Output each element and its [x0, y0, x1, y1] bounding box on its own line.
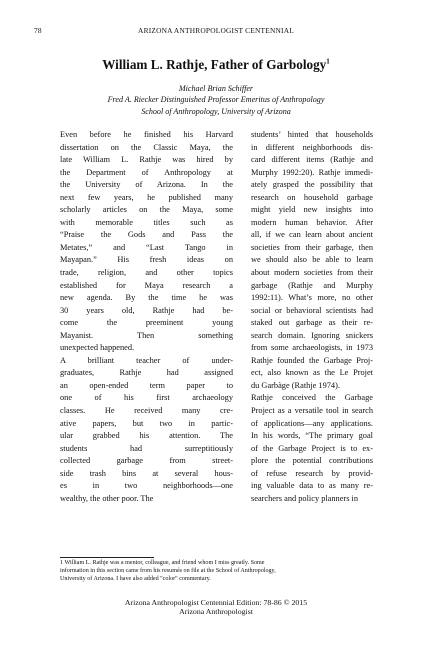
title-footnote-marker[interactable]: 1 [326, 57, 330, 66]
text-line: du Garbàge (Rathje 1974). [251, 380, 340, 390]
text-line: garbage (Rathje and Murphy [251, 280, 373, 290]
edition-line: Arizona Anthropologist Centennial Edition: 78-86 © 2015 [124, 598, 308, 607]
text-line: one of his first archaeology [60, 393, 233, 403]
text-line: unexpected happened. [60, 343, 135, 353]
text-line: in different neighborhoods dis- [251, 142, 373, 152]
text-line: of applications—any applications. [251, 418, 373, 428]
text-line: es in two neighborhoods—one [60, 481, 233, 491]
text-line: of refuse research by provid- [251, 468, 373, 478]
text-line: Metates,” and “Last Tango in [60, 242, 233, 252]
text-line: In his words, “The primary goal [251, 431, 373, 441]
text-line: come the preeminent young [60, 318, 233, 328]
text-line: graduates, Rathje had assigned [60, 368, 233, 378]
text-line: all, if we can learn about ancient [251, 230, 373, 240]
author-name: Michael Brian Schiffer [178, 84, 254, 93]
text-line: of the Garbage Project is to ex- [251, 443, 373, 453]
footnote [60, 560, 373, 584]
text-line: 1992:11). What’s more, no other [251, 293, 373, 303]
text-line: we should also be able to learn [251, 255, 373, 265]
text-line: scholarly articles on the Maya, some [60, 205, 233, 215]
text-line: 30 years old, Rathje had be- [60, 305, 233, 315]
text-line: Project as a versatile tool in search [251, 406, 373, 416]
page-footer [34, 598, 398, 616]
text-line: the Department of Anthropology at [60, 167, 233, 177]
footnote-line: information in this section came from his resumés on file at the School of Anthropology, [60, 567, 276, 574]
text-line: an open-ended term paper to [60, 380, 233, 390]
text-line: societies from their garbage, then [251, 242, 373, 252]
text-line: side trash bins at several hous- [60, 468, 233, 478]
text-line: searchers and policy planners in [251, 493, 359, 503]
running-title: ARIZONA ANTHROPOLOGIST CENTENNIAL [138, 26, 294, 35]
text-line: dissertation on the Classic Maya, the [60, 142, 233, 152]
text-line: Even before he finished his Harvard [60, 130, 233, 139]
text-line: students’ hinted that households [251, 130, 373, 139]
article-title: William L. Rathje, Father of Garbology [102, 57, 327, 72]
text-line: new agenda. By the time he was [60, 293, 233, 303]
text-line: ular grabbed his attention. The [60, 431, 233, 441]
footnote-line: University of Arizona. I have also added "color" commentary. [60, 575, 211, 582]
body-column-right [251, 129, 373, 505]
text-line: plore the potential contributions [251, 456, 373, 466]
publisher-line: Arizona Anthropologist [179, 607, 253, 617]
text-line: search domain. Ignoring snickers [251, 330, 373, 340]
text-line: established for Maya research a [60, 280, 233, 290]
affiliation-line: Fred A. Riecker Distinguished Professor Emeritus of Anthropology [107, 95, 325, 105]
text-line: research on household garbage [251, 192, 373, 202]
text-line: staked out garbage as their re- [251, 318, 373, 328]
text-line: social or behavioral scientists had [251, 305, 373, 315]
text-line: “Praise the Gods and Pass the [60, 230, 233, 240]
text-line: classes. He received many cre- [60, 406, 233, 416]
text-line: Rathje conceived the Garbage [251, 393, 373, 403]
page-header [34, 26, 398, 38]
text-line: Mayanist. Then something [60, 330, 233, 340]
text-line: modern human behavior. After [251, 217, 373, 227]
text-line: about modern societies from their [251, 268, 373, 278]
article-title-block [34, 57, 398, 73]
text-line: Mayapan.” His fresh ideas on [60, 255, 233, 265]
text-line: card different items (Rathje and [251, 155, 373, 165]
text-line: Murphy 1992:20). Rathje immedi- [251, 167, 373, 177]
body-column-left [60, 129, 233, 505]
page-number: 78 [34, 26, 42, 35]
text-line: next few years, he published many [60, 192, 233, 202]
text-line: might yield new insights into [251, 205, 373, 215]
text-line: ative papers, but two in partic- [60, 418, 233, 428]
text-line: ing valuable data to as many re- [251, 481, 373, 491]
text-line: from some archaeologists, in 1973 [251, 343, 373, 353]
text-line: ect, also known as the Le Projet [251, 368, 373, 378]
text-line: students had surreptitiously [60, 443, 233, 453]
text-line: the University of Arizona. In the [60, 180, 233, 190]
footnote-line: 1 William L. Rathje was a mentor, colleague, and friend whom I miss greatly. Some [60, 560, 265, 566]
text-line: with memorable titles such as [60, 217, 233, 227]
affiliation-line: School of Anthropology, University of Arizona [141, 106, 291, 116]
text-line: ately grasped the possibility that [251, 180, 373, 190]
text-line: trade, religion, and other topics [60, 268, 233, 278]
text-line: wealthy, the other poor. The [60, 493, 154, 503]
text-line: A brilliant teacher of under- [60, 355, 233, 365]
text-line: collected garbage from street- [60, 456, 233, 466]
text-line: Rathje founded the Garbage Proj- [251, 355, 373, 365]
byline [34, 83, 398, 117]
footnote-rule [60, 557, 154, 558]
text-line: late William L. Rathje was hired by [60, 155, 233, 165]
